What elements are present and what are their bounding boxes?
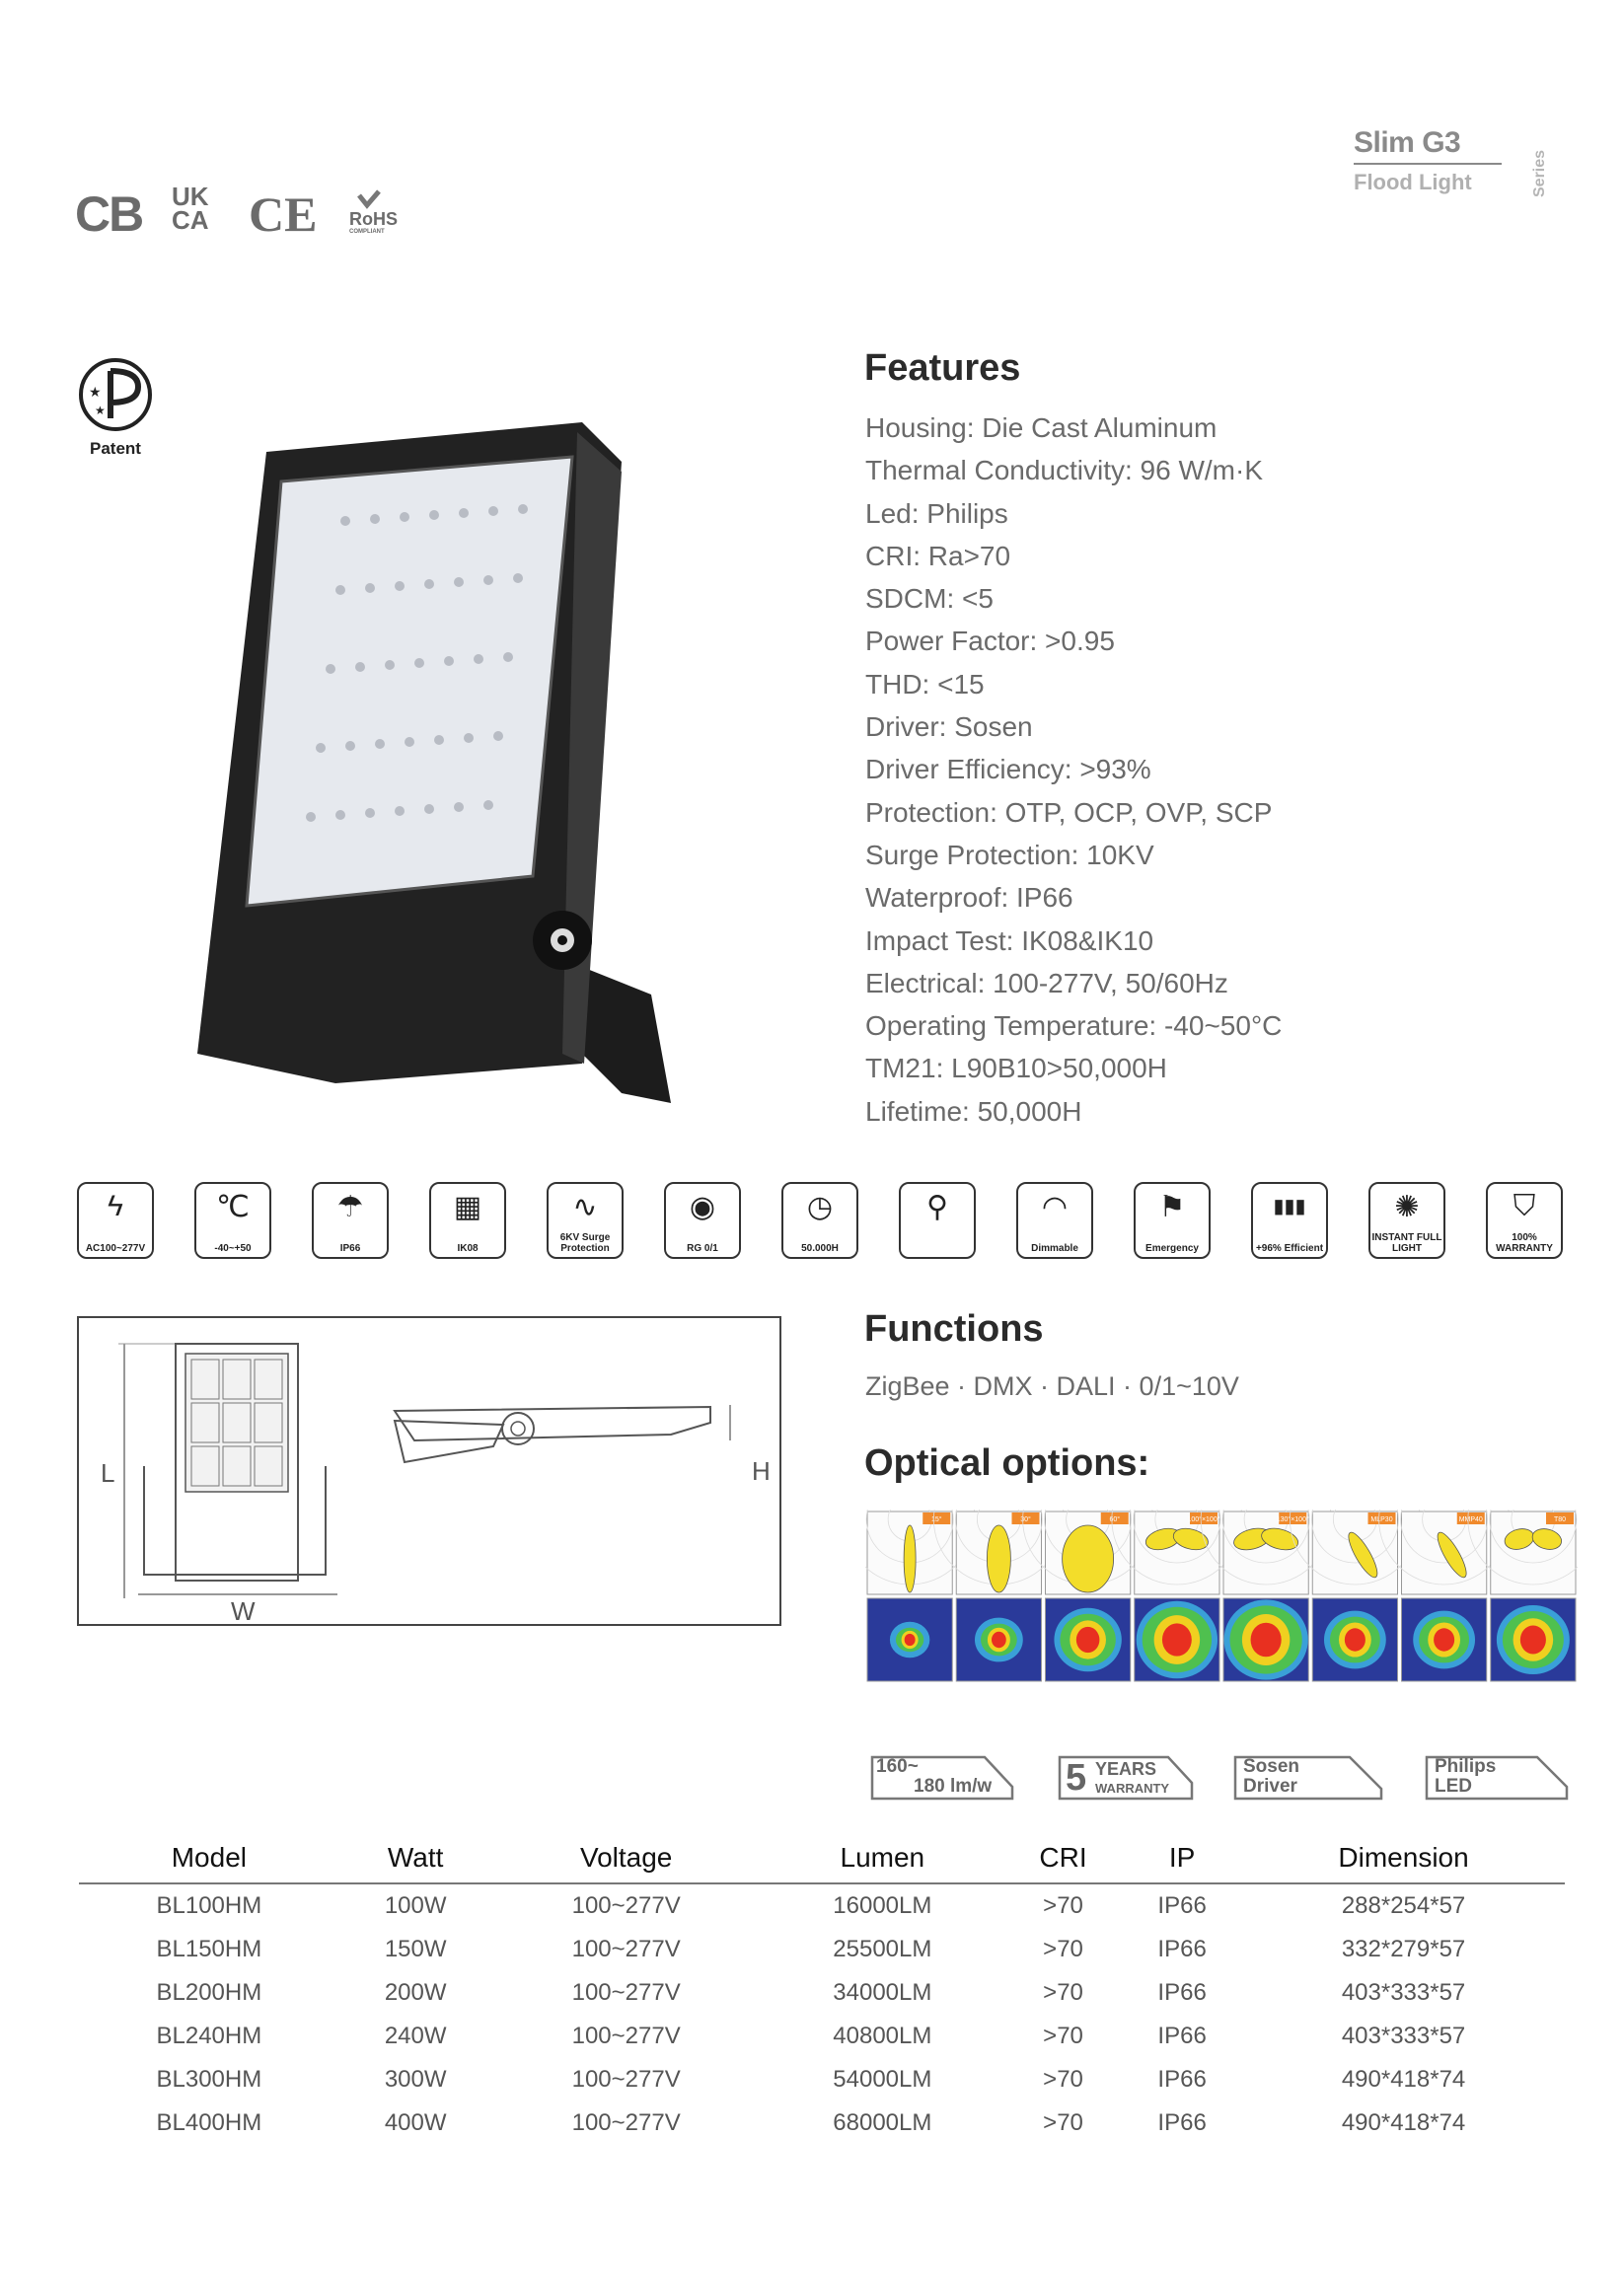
voltage-glyph: ϟ (108, 1190, 123, 1222)
efficacy-line1: 160~ (876, 1756, 919, 1777)
cell-ip: IP66 (1157, 1936, 1207, 1962)
efficiency-glyph: ▮▮▮ (1273, 1196, 1306, 1217)
spec-table (79, 1833, 1565, 2145)
cb-logo: CB (75, 186, 143, 242)
table-row (79, 1971, 1565, 2015)
efficacy-badge (868, 1753, 1016, 1803)
instant-light-glyph: ✺ (1394, 1191, 1420, 1223)
cell-lumen: 68000LM (833, 2109, 932, 2136)
beam-angle-tag-text: T80 (1553, 1516, 1567, 1523)
warranty-badge (1056, 1753, 1196, 1803)
led-line1: Philips (1435, 1756, 1497, 1777)
series-vertical-label: Series (1531, 149, 1548, 197)
temperature-glyph: ℃ (216, 1191, 250, 1223)
heatmap-core (905, 1634, 916, 1646)
beam-angle-tag-text: 100°×100° (1187, 1516, 1220, 1523)
table-row (79, 1928, 1565, 1971)
heatmap-core (1251, 1623, 1282, 1658)
optical-diagram (865, 1510, 1578, 1683)
series-divider (1354, 163, 1502, 165)
cell-model: BL200HM (156, 1979, 262, 2006)
feature-item: Driver: Sosen (865, 711, 1033, 743)
patent-label: Patent (90, 439, 141, 458)
cell-model: BL240HM (156, 2023, 262, 2049)
ce-logo: CE (249, 186, 318, 242)
header-cri: CRI (1004, 1833, 1122, 1883)
heatmap-core (1162, 1623, 1192, 1656)
cell-ip: IP66 (1157, 1892, 1207, 1919)
optical-title: Optical options: (864, 1442, 1150, 1484)
efficiency-caption: +96% Efficient (1255, 1243, 1324, 1254)
voltage-caption: AC100~277V (85, 1243, 146, 1254)
surge-icon (547, 1182, 624, 1259)
eye-safety-glyph: ◉ (689, 1191, 716, 1223)
motion-sensor-glyph: ⚲ (926, 1191, 948, 1223)
cell-voltage: 100~277V (571, 1892, 681, 1919)
table-row (79, 1883, 1565, 1928)
beam-angle-tag-text: 60° (1109, 1516, 1121, 1523)
temperature-caption: -40~+50 (214, 1243, 252, 1254)
rohs-subtext: COMPLIANT (349, 229, 385, 235)
driver-line2: Driver (1243, 1776, 1297, 1797)
feature-item: Lifetime: 50,000H (865, 1095, 1082, 1127)
cell-voltage: 100~277V (571, 2109, 681, 2136)
beam-shape (987, 1525, 1010, 1592)
height-label: H (752, 1456, 771, 1486)
cell-voltage: 100~277V (571, 2023, 681, 2049)
cell-lumen: 25500LM (833, 1936, 932, 1962)
heatmap-core (1520, 1626, 1546, 1655)
cell-watt: 200W (384, 1979, 447, 2006)
length-label: L (101, 1458, 115, 1488)
warranty-years-number: 5 (1066, 1757, 1087, 1799)
cell-watt: 240W (384, 2023, 447, 2049)
svg-text:★: ★ (89, 384, 102, 400)
svg-text:★: ★ (95, 404, 106, 417)
cell-watt: 100W (384, 1892, 447, 1919)
beam-angle-tag-text: 30° (1020, 1516, 1031, 1523)
features-title: Features (864, 347, 1021, 389)
feature-item: CRI: Ra>70 (865, 540, 1011, 571)
cell-voltage: 100~277V (571, 2066, 681, 2093)
efficacy-line2: 180 lm/w (914, 1776, 993, 1797)
warranty-icon (1486, 1182, 1563, 1259)
beam-shape (904, 1525, 916, 1592)
cell-cri: >70 (1043, 2066, 1083, 2093)
ik08-caption: IK08 (457, 1243, 479, 1254)
dimension-diagram (79, 1318, 779, 1624)
width-label: W (231, 1596, 256, 1626)
cell-dimension: 332*279*57 (1341, 1936, 1466, 1962)
cell-lumen: 40800LM (833, 2023, 932, 2049)
driver-badge (1231, 1753, 1385, 1803)
header-voltage: Voltage (492, 1833, 761, 1883)
dimension-drawing (77, 1316, 781, 1626)
rohs-logo (345, 189, 405, 239)
efficiency-icon (1251, 1182, 1328, 1259)
dimmable-caption: Dimmable (1031, 1243, 1078, 1254)
ukca-logo (172, 182, 209, 235)
cell-model: BL100HM (156, 1892, 262, 1919)
functions-text: ZigBee · DMX · DALI · 0/1~10V (865, 1371, 1239, 1401)
feature-item: Led: Philips (865, 497, 1008, 529)
ik08-icon (429, 1182, 506, 1259)
cell-cri: >70 (1043, 2023, 1083, 2049)
feature-item: Operating Temperature: -40~50°C (865, 1010, 1283, 1042)
spec-icon-strip (77, 1182, 1569, 1263)
ukca-line1: UK (172, 182, 209, 211)
instant-light-icon (1368, 1182, 1445, 1259)
ip66-icon (312, 1182, 389, 1259)
cell-cri: >70 (1043, 1979, 1083, 2006)
emergency-caption: Emergency (1145, 1243, 1199, 1254)
emergency-icon (1134, 1182, 1211, 1259)
feature-item: THD: <15 (865, 668, 985, 700)
feature-item: Power Factor: >0.95 (865, 626, 1115, 657)
surge-caption: 6KV Surge Protection (559, 1232, 611, 1254)
cell-voltage: 100~277V (571, 1979, 681, 2006)
table-row (79, 2015, 1565, 2058)
feature-item: SDCM: <5 (865, 583, 994, 615)
header-ip: IP (1122, 1833, 1242, 1883)
beam-angle-tag-text: MMP40 (1458, 1516, 1483, 1523)
cell-dimension: 288*254*57 (1341, 1892, 1466, 1919)
table-row (79, 2101, 1565, 2145)
table-row (79, 2058, 1565, 2101)
lifetime-glyph: ◷ (806, 1191, 834, 1223)
eye-safety-icon (664, 1182, 741, 1259)
temperature-icon (194, 1182, 271, 1259)
warranty-line2: WARRANTY (1095, 1781, 1170, 1796)
heatmap-core (1434, 1628, 1454, 1651)
header-watt: Watt (339, 1833, 492, 1883)
cell-voltage: 100~277V (571, 1936, 681, 1962)
led-line2: LED (1435, 1776, 1472, 1797)
functions-title: Functions (864, 1308, 1044, 1350)
table-header-row (79, 1833, 1565, 1883)
ip66-glyph: ☂ (336, 1191, 364, 1223)
ukca-line2: CA (172, 205, 209, 235)
heatmap-core (1076, 1627, 1100, 1653)
warranty-line1: YEARS (1095, 1759, 1157, 1779)
feature-item: Waterproof: IP66 (865, 882, 1073, 914)
feature-item: Thermal Conductivity: 96 W/m·K (865, 455, 1263, 486)
feature-item: Driver Efficiency: >93% (865, 754, 1151, 785)
surge-glyph: ∿ (572, 1191, 598, 1223)
cell-dimension: 490*418*74 (1341, 2109, 1466, 2136)
cell-model: BL400HM (156, 2109, 262, 2136)
cell-lumen: 16000LM (833, 1892, 932, 1919)
warranty-glyph: ⛉ (1513, 1190, 1536, 1222)
cell-ip: IP66 (1157, 1979, 1207, 2006)
feature-item: Impact Test: IK08&IK10 (865, 924, 1154, 956)
cell-watt: 300W (384, 2066, 447, 2093)
eye-safety-caption: RG 0/1 (687, 1243, 718, 1254)
driver-line1: Sosen (1243, 1756, 1300, 1777)
cell-model: BL150HM (156, 1936, 262, 1962)
beam-shape (1063, 1525, 1114, 1592)
rohs-text: RoHS (349, 209, 398, 229)
instant-light-caption: INSTANT FULL LIGHT (1371, 1232, 1442, 1254)
cell-ip: IP66 (1157, 2066, 1207, 2093)
emergency-glyph: ⚑ (1158, 1191, 1186, 1223)
header-model: Model (79, 1833, 339, 1883)
motion-sensor-icon (899, 1182, 976, 1259)
feature-item: Protection: OTP, OCP, OVP, SCP (865, 796, 1273, 828)
ik08-glyph: ▦ (453, 1191, 482, 1223)
feature-item: Surge Protection: 10KV (865, 839, 1154, 870)
ip66-caption: IP66 (339, 1243, 361, 1254)
cell-ip: IP66 (1157, 2109, 1207, 2136)
optical-options-grid (865, 1510, 1578, 1683)
dimmable-icon (1016, 1182, 1093, 1259)
cell-cri: >70 (1043, 1936, 1083, 1962)
dimmable-glyph: ◠ (1041, 1191, 1069, 1223)
beam-angle-tag-text: 15° (930, 1516, 942, 1523)
warranty-caption: 100% WARRANTY (1496, 1232, 1553, 1254)
beam-angle-tag-text: MLP30 (1370, 1516, 1393, 1523)
cell-dimension: 490*418*74 (1341, 2066, 1466, 2093)
cell-watt: 150W (384, 1936, 447, 1962)
series-title: Slim G3 (1354, 126, 1461, 159)
voltage-icon (77, 1182, 154, 1259)
cell-cri: >70 (1043, 1892, 1083, 1919)
cell-ip: IP66 (1157, 2023, 1207, 2049)
lifetime-icon (781, 1182, 858, 1259)
heatmap-core (1345, 1628, 1366, 1651)
heatmap-core (992, 1632, 1006, 1648)
lifetime-caption: 50.000H (801, 1243, 839, 1254)
header-lumen: Lumen (761, 1833, 1004, 1883)
patent-mark (73, 357, 158, 456)
feature-item: Housing: Die Cast Aluminum (865, 412, 1218, 443)
feature-item: Electrical: 100-277V, 50/60Hz (865, 967, 1228, 998)
product-image (187, 422, 701, 1103)
cell-lumen: 34000LM (833, 1979, 932, 2006)
series-subtitle: Flood Light (1354, 170, 1472, 194)
beam-angle-tag-text: 130°×100° (1276, 1516, 1309, 1523)
cell-lumen: 54000LM (833, 2066, 932, 2093)
header-dimension: Dimension (1242, 1833, 1565, 1883)
cell-dimension: 403*333*57 (1341, 2023, 1466, 2049)
patent-icon (73, 357, 158, 436)
cell-watt: 400W (384, 2109, 447, 2136)
cell-dimension: 403*333*57 (1341, 1979, 1466, 2006)
features-list (865, 406, 1576, 1133)
cell-model: BL300HM (156, 2066, 262, 2093)
cell-cri: >70 (1043, 2109, 1083, 2136)
led-badge (1423, 1753, 1571, 1803)
feature-item: TM21: L90B10>50,000H (865, 1053, 1167, 1084)
